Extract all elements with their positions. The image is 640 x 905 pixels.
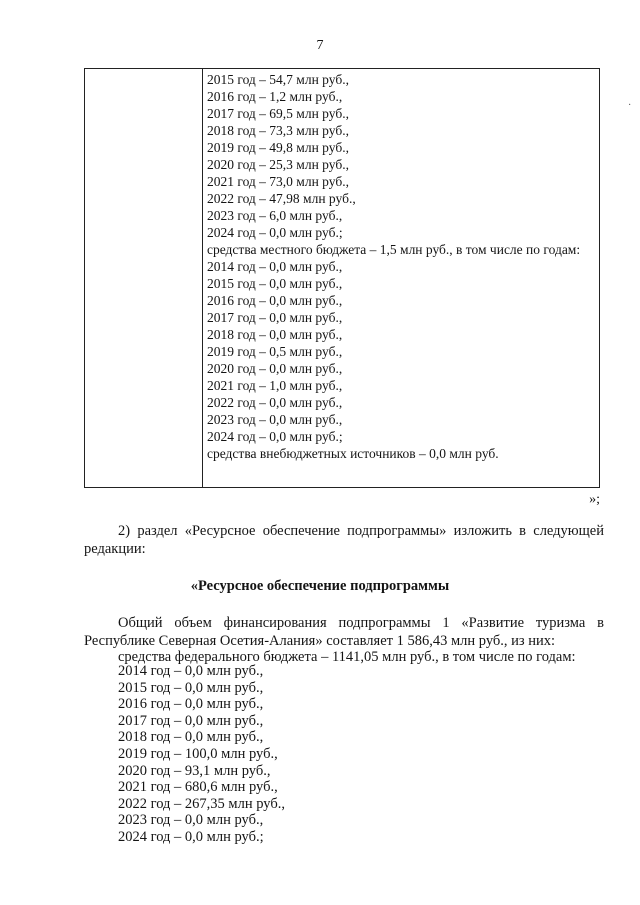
list-item: 2015 год – 0,0 млн руб., xyxy=(118,679,264,696)
list-item: 2017 год – 0,0 млн руб., xyxy=(118,712,264,729)
table-line: 2017 год – 0,0 млн руб., xyxy=(207,310,343,325)
table-line-local-budget: средства местного бюджета – 1,5 млн руб., в том числе по годам: xyxy=(207,242,581,257)
paragraph-amendment: 2) раздел «Ресурсное обеспечение подпрограммы» изложить в следующей редакции: xyxy=(84,523,604,557)
table-line: 2023 год – 6,0 млн руб., xyxy=(207,208,343,223)
table-line: 2022 год – 0,0 млн руб., xyxy=(207,395,343,410)
list-item: 2018 год – 0,0 млн руб., xyxy=(118,729,264,746)
list-item: 2022 год – 267,35 млн руб., xyxy=(118,795,285,812)
paragraph-total-funding: Общий объем финансирования подпрограммы 1 «Развитие туризма в Республике Северная Осетия-Алания» составляет 1 586,43 млн руб., из них: xyxy=(84,615,604,649)
list-item: 2024 год – 0,0 млн руб.; xyxy=(118,828,264,845)
table-line-extrabudget: средства внебюджетных источников – 0,0 млн руб. xyxy=(207,446,499,461)
list-item: 2014 год – 0,0 млн руб., xyxy=(118,663,264,679)
table-line: 2019 год – 0,5 млн руб., xyxy=(207,344,343,359)
table-line: 2023 год – 0,0 млн руб., xyxy=(207,412,343,427)
table-right-column xyxy=(207,71,593,462)
table-line: 2024 год – 0,0 млн руб.; xyxy=(207,225,343,240)
table-line: 2015 год – 54,7 млн руб., xyxy=(207,72,349,87)
list-item: 2021 год – 680,6 млн руб., xyxy=(118,779,278,796)
table-line: 2020 год – 0,0 млн руб., xyxy=(207,361,343,376)
table-line: 2017 год – 69,5 млн руб., xyxy=(207,106,349,121)
table-line: 2024 год – 0,0 млн руб.; xyxy=(207,429,343,444)
federal-years-list xyxy=(118,663,285,846)
table-line: 2015 год – 0,0 млн руб., xyxy=(207,276,343,291)
table-line: 2022 год – 47,98 млн руб., xyxy=(207,191,356,206)
closing-quote: »; xyxy=(589,492,600,507)
funding-table xyxy=(84,68,600,488)
table-line: 2014 год – 0,0 млн руб., xyxy=(207,259,343,274)
table-line: 2019 год – 49,8 млн руб., xyxy=(207,140,349,155)
list-item: 2019 год – 100,0 млн руб., xyxy=(118,745,278,762)
table-line: 2021 год – 1,0 млн руб., xyxy=(207,378,343,393)
table-line: 2020 год – 25,3 млн руб., xyxy=(207,157,349,172)
list-item: 2023 год – 0,0 млн руб., xyxy=(118,812,264,829)
table-line: 2018 год – 0,0 млн руб., xyxy=(207,327,343,342)
table-line: 2021 год – 73,0 млн руб., xyxy=(207,174,349,189)
edge-mark: · xyxy=(628,100,632,111)
table-line: 2018 год – 73,3 млн руб., xyxy=(207,123,349,138)
paragraph-federal-budget: средства федерального бюджета – 1141,05 млн руб., в том числе по годам: xyxy=(118,649,576,665)
page-number: 7 xyxy=(316,38,324,53)
table-left-column xyxy=(85,69,203,487)
list-item: 2020 год – 93,1 млн руб., xyxy=(118,762,271,779)
section-title: «Ресурсное обеспечение подпрограммы xyxy=(190,578,450,594)
list-item: 2016 год – 0,0 млн руб., xyxy=(118,696,264,713)
table-line: 2016 год – 0,0 млн руб., xyxy=(207,293,343,308)
table-line: 2016 год – 1,2 млн руб., xyxy=(207,89,343,104)
